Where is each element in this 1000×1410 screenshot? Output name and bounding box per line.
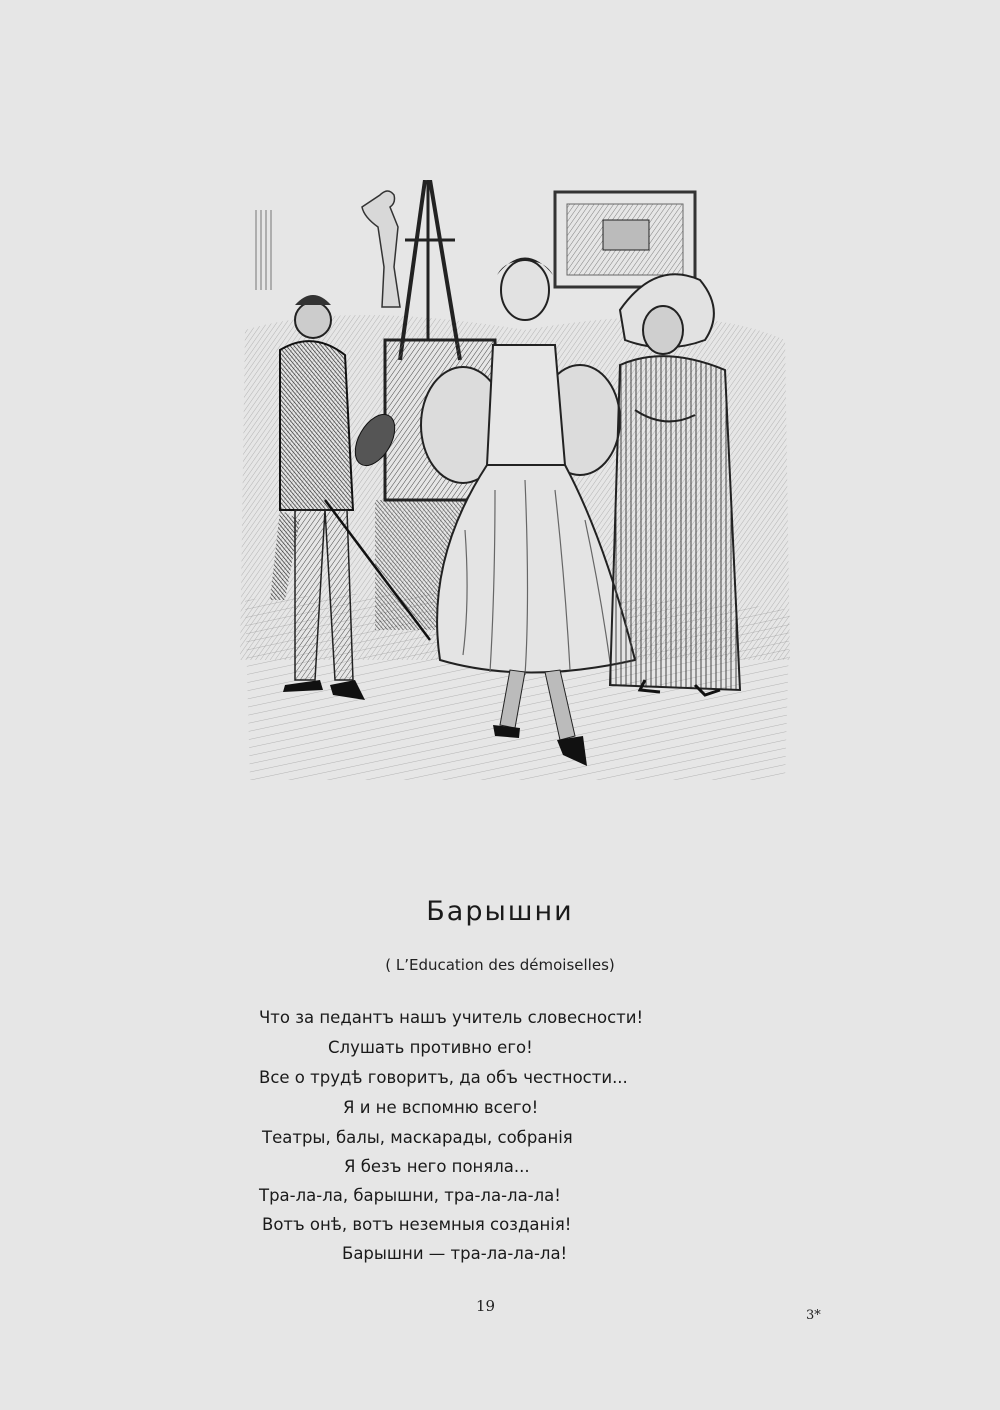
poem-line: Все о трудѣ говоритъ, да объ честности... <box>259 1068 628 1087</box>
poem-line: Театры, балы, маскарады, собранія <box>262 1128 573 1147</box>
poem-line: Что за педантъ нашъ учитель словесности! <box>259 1008 644 1027</box>
page-subtitle: ( L’Education des démoiselles) <box>385 956 615 974</box>
dance-lesson-engraving <box>225 180 800 780</box>
poem-line: Барышни — тра-ла-ла-ла! <box>342 1244 568 1263</box>
engraving-illustration <box>225 180 800 780</box>
poem-line: Слушать противно его! <box>328 1038 533 1057</box>
poem-line: Вотъ онѣ, вотъ неземныя созданія! <box>262 1215 572 1234</box>
poem-line: Тра-ла-ла, барышни, тра-ла-ла-ла! <box>259 1186 561 1205</box>
page-title: Барышни <box>426 896 574 927</box>
poem-line: Я безъ него поняла... <box>344 1157 530 1176</box>
signature-mark: 3* <box>806 1308 821 1323</box>
page-number: 19 <box>476 1297 496 1315</box>
poem-line: Я и не вспомню всего! <box>343 1098 539 1117</box>
